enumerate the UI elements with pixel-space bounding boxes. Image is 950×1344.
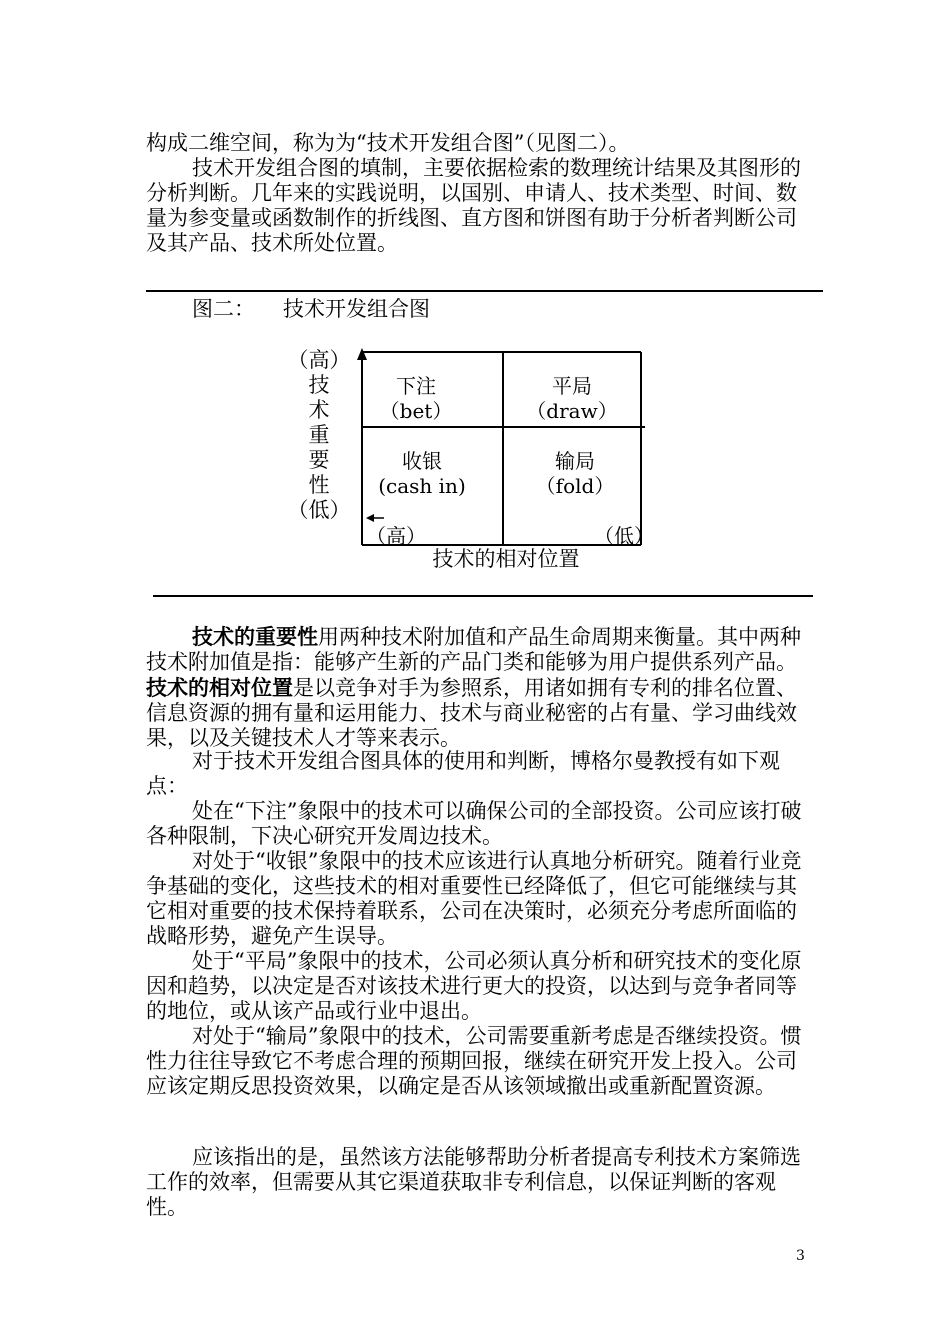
quadrant-cash-in-en: (cash in) [378,474,466,498]
x-axis-high-label: （高） [366,524,426,548]
paragraph-fill-method: 技术开发组合图的填制，主要依据检索的数理统计结果及其图形的分析判断。几年来的实践说明，以国别、申请人、技术类型、时间、数量为参变量或函数制作的折线图、直方图和饼图有助于分析者判断公司及其产品、技术所处位置。 [146,156,801,255]
paragraph-bet: 处在“下注”象限中的技术可以确保公司的全部投资。公司应该打破各种限制，下决心研究开发周边技术。 [146,799,802,848]
y-axis-char-2: 术 [308,398,330,422]
y-axis-char-3: 重 [308,423,330,447]
paragraph-fold: 对处于“输局”象限中的技术，公司需要重新考虑是否继续投资。惯性力往往导致它不考虑合理的预期回报，继续在研究开发上投入。公司应该定期反思投资效果，以确定是否从该领域撤出或重新配置资源。 [146,1024,802,1098]
paragraph-conclusion: 应该指出的是，虽然该方法能够帮助分析者提高专利技术方案筛选工作的效率，但需要从其它渠道获取非专利信息，以保证判断的客观性。 [146,1145,801,1219]
paragraph-intro-end: 构成二维空间，称为为“技术开发组合图”（见图二）。 [146,131,630,155]
paragraph-draw: 处于“平局”象限中的技术，公司必须认真分析和研究技术的变化原因和趋势，以决定是否对该技术进行更大的投资，以达到与竞争者同等的地位，或从该产品或行业中退出。 [146,949,802,1023]
x-axis-title: 技术的相对位置 [432,547,580,571]
y-axis-char-4: 要 [308,448,330,472]
quadrant-bet-en: （bet） [379,399,453,423]
paragraph-definitions: 技术的重要性用两种技术附加值和产品生命周期来衡量。其中两种技术附加值是指：能够产生新的产品门类和能够为用户提供系列产品。技术的相对位置是以竞争对手为参照系，用诸如拥有专利的排名位置、信息资源的拥有量和运用能力、技术与商业秘密的占有量、学习曲线效果，以及关键技术人才等来表示。 [146,624,801,750]
y-axis-arrowhead [357,348,367,360]
y-axis-char-1: 技 [308,373,330,397]
quadrant-fold-cn: 输局 [555,449,595,473]
quadrant-fold [520,449,630,499]
quadrant-fold-en: （fold） [535,474,615,498]
figure-caption-label: 图二： [192,297,255,321]
x-axis-arrowhead [366,514,374,522]
quadrant-bet-cn: 下注 [396,374,436,398]
figure-caption-title: 技术开发组合图 [283,297,430,321]
quadrant-bet [366,374,466,424]
paragraph-cash-in: 对处于“收银”象限中的技术应该进行认真地分析研究。随着行业竞争基础的变化，这些技术的相对重要性已经降低了，但它可能继续与其它相对重要的技术保持着联系，公司在决策时，必须充分考虑所面临的战略形势，避免产生误导。 [146,849,802,948]
y-axis-high-label: （高） [287,348,351,372]
quadrant-draw-cn: 平局 [552,374,592,398]
page-number: 3 [796,1248,805,1264]
quadrant-cash-in-cn: 收银 [402,449,442,473]
quadrant-cash-in [362,449,482,499]
figure-caption [192,296,430,322]
paragraph-viewpoint: 对于技术开发组合图具体的使用和判断，博格尔曼教授有如下观点： [146,749,780,798]
divider-bottom [153,595,813,597]
term-importance: 技术的重要性 [192,624,318,649]
y-axis-low-label: （低） [287,498,351,522]
y-axis-char-5: 性 [308,473,330,497]
x-axis-low-label: （低） [594,524,654,548]
quadrant-draw [520,374,624,424]
quadrant-draw-en: （draw） [526,399,618,423]
divider-top [146,290,823,292]
term-relative-position: 技术的相对位置 [146,675,293,700]
